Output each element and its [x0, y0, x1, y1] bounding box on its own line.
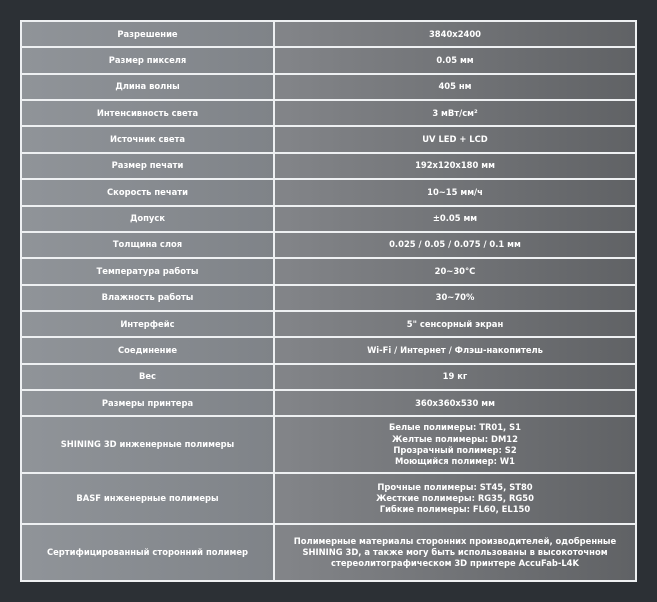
spec-label: SHINING 3D инженерные полимеры: [21, 416, 274, 473]
spec-value: [274, 258, 636, 284]
spec-value-line: SHINING 3D, а также могу быть использованы в высокоточном: [302, 546, 608, 557]
spec-row-operating-temperature: [21, 258, 636, 284]
spec-value: [274, 416, 636, 473]
spec-value: [274, 364, 636, 390]
spec-value: [274, 337, 636, 363]
spec-label: Допуск: [21, 206, 274, 232]
spec-row-pixel-size: [21, 47, 636, 73]
spec-label: Интенсивность света: [21, 100, 274, 126]
spec-row-shining3d-resins: [21, 416, 636, 473]
spec-value: [274, 47, 636, 73]
spec-row-layer-thickness: [21, 232, 636, 258]
spec-label: Сертифицированный сторонний полимер: [21, 524, 274, 581]
spec-row-weight: [21, 364, 636, 390]
spec-label: Температура работы: [21, 258, 274, 284]
spec-value: [274, 153, 636, 179]
spec-label: Толщина слоя: [21, 232, 274, 258]
spec-value-line: ±0.05 мм: [432, 213, 478, 224]
spec-value-line: 0.05 мм: [436, 54, 474, 65]
spec-label: Размер пикселя: [21, 47, 274, 73]
spec-value-line: Моющийся полимер: W1: [395, 456, 515, 467]
spec-label: Влажность работы: [21, 285, 274, 311]
spec-label: Размер печати: [21, 153, 274, 179]
spec-row-tolerance: [21, 206, 636, 232]
spec-value-line: UV LED + LCD: [422, 134, 488, 145]
spec-label: Скорость печати: [21, 179, 274, 205]
spec-row-resolution: [21, 21, 636, 47]
spec-value-line: Гибкие полимеры: FL60, EL150: [379, 504, 531, 515]
spec-value: [274, 285, 636, 311]
spec-value-line: Желтые полимеры: DM12: [392, 433, 518, 444]
spec-row-connectivity: [21, 337, 636, 363]
spec-value-line: Полимерные материалы сторонних производителей, одобренные: [293, 535, 617, 546]
spec-row-print-size: [21, 153, 636, 179]
spec-value-line: 3 мВт/см²: [432, 107, 478, 118]
spec-value-line: 360x360x530 мм: [415, 397, 495, 408]
spec-label: Соединение: [21, 337, 274, 363]
spec-row-basf-resins: [21, 473, 636, 524]
spec-value-line: 20~30°C: [434, 265, 476, 276]
spec-row-operating-humidity: [21, 285, 636, 311]
spec-label: BASF инженерные полимеры: [21, 473, 274, 524]
spec-table: [20, 20, 637, 582]
spec-row-light-intensity: [21, 100, 636, 126]
spec-value: [274, 473, 636, 524]
spec-value-line: 10~15 мм/ч: [427, 186, 483, 197]
spec-value-line: Прочные полимеры: ST45, ST80: [377, 481, 533, 492]
spec-value-line: 192x120x180 мм: [415, 160, 495, 171]
spec-row-light-source: [21, 126, 636, 152]
spec-label: Разрешение: [21, 21, 274, 47]
spec-label: Источник света: [21, 126, 274, 152]
spec-value: [274, 524, 636, 581]
spec-value-line: Прозрачный полимер: S2: [393, 444, 517, 455]
spec-value-line: стереолитографическом 3D принтере AccuFab-L4K: [331, 558, 579, 569]
spec-value-line: Белые полимеры: TR01, S1: [388, 422, 522, 433]
spec-value-line: Wi-Fi / Интернет / Флэш-накопитель: [367, 344, 543, 355]
spec-value: [274, 21, 636, 47]
spec-row-third-party-resin: [21, 524, 636, 581]
spec-value-line: Жесткие полимеры: RG35, RG50: [376, 493, 534, 504]
spec-row-interface: [21, 311, 636, 337]
spec-value: [274, 179, 636, 205]
spec-label: Интерфейс: [21, 311, 274, 337]
spec-label: Длина волны: [21, 74, 274, 100]
spec-row-print-speed: [21, 179, 636, 205]
spec-value: [274, 232, 636, 258]
spec-value-line: 19 кг: [442, 371, 468, 382]
spec-row-wavelength: [21, 74, 636, 100]
spec-value-line: 3840x2400: [428, 28, 482, 39]
spec-value: [274, 390, 636, 416]
spec-value: [274, 311, 636, 337]
spec-value: [274, 74, 636, 100]
spec-value-line: 405 нм: [438, 81, 472, 92]
spec-value: [274, 206, 636, 232]
spec-value-line: 0.025 / 0.05 / 0.075 / 0.1 мм: [389, 239, 521, 250]
spec-value: [274, 100, 636, 126]
spec-value-line: 30~70%: [435, 292, 475, 303]
spec-label: Вес: [21, 364, 274, 390]
spec-row-printer-dimensions: [21, 390, 636, 416]
spec-label: Размеры принтера: [21, 390, 274, 416]
spec-value: [274, 126, 636, 152]
spec-value-line: 5" сенсорный экран: [406, 318, 504, 329]
